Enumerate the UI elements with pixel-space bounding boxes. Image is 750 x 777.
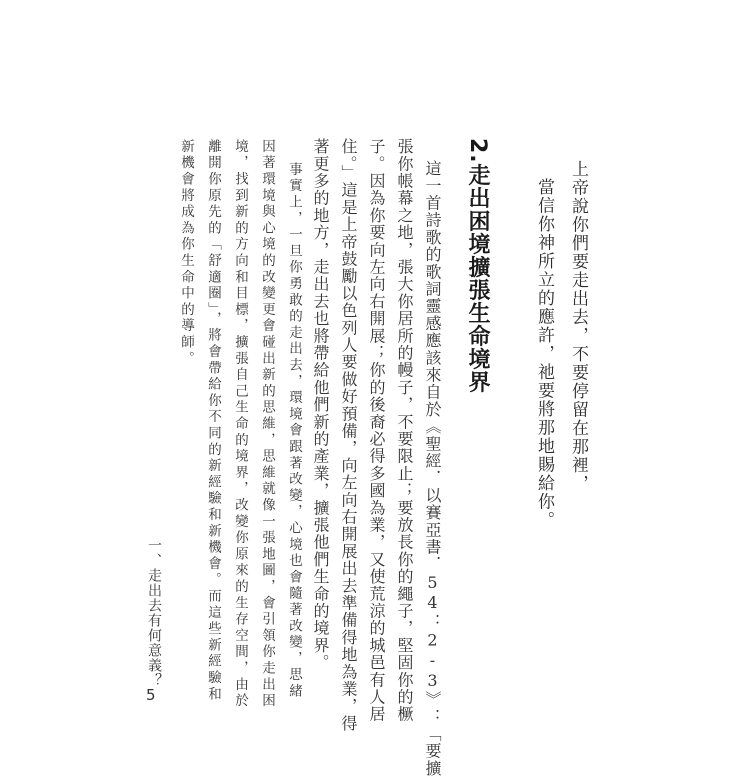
epigraph-line-1: 上帝說你們要走出去，不要停留在那裡， xyxy=(568,160,588,493)
paragraph-2-line-4: 離開你原先的「舒適圈」，將會帶給你不同的新經驗和新機會。而這些新經驗和 xyxy=(205,139,221,703)
paragraph-1-line-3: 子。因為你要向左向右開展；你的後裔必得多國為業，又使荒涼的城邑有人居 xyxy=(367,138,386,723)
paragraph-2-line-5: 新機會將成為你生命中的導師。 xyxy=(178,139,194,368)
paragraph-1-line-2: 張你帳幕之地，張大你居所的幔子，不要限止；要放長你的繩子，堅固你的橛 xyxy=(395,138,414,723)
paragraph-1-line-4: 住。」這是上帝鼓勵以色列人要做好預備，向左向右開展出去準備得地為業，得 xyxy=(339,138,358,732)
paragraph-2-line-3: 境，找到新的方向和目標，擴張自己生命的境界，改變你原來的生存空間，由於 xyxy=(232,139,248,710)
paragraph-2-line-2: 因著環境與心境的改變更會碰出新的思維，思維就像一張地圖，會引領你走出困 xyxy=(259,139,275,710)
section-title: 走出困境擴張生命境界 xyxy=(465,163,490,394)
section-heading xyxy=(462,138,493,394)
epigraph-line-2: 當信你神所立的應許，祂要將那地賜給你。 xyxy=(534,178,554,530)
running-head: 一、走出去有何意義？ xyxy=(146,538,162,688)
section-number: 2. xyxy=(465,138,490,164)
paragraph-1-line-5: 著更多的地方，走出去也將帶給他們新的產業，擴張他們生命的境界。 xyxy=(311,138,330,672)
paragraph-2-line-1: 事實上，一旦你勇敢的走出去，環境會跟著改變，心境也會隨著改變，思緒 xyxy=(286,162,302,700)
page-number: 5 xyxy=(146,686,156,704)
paragraph-1-line-1: 這一首詩歌的歌詞靈感應該來自於《聖經．以賽亞書．54：2-3》：「要擴 xyxy=(423,160,442,777)
